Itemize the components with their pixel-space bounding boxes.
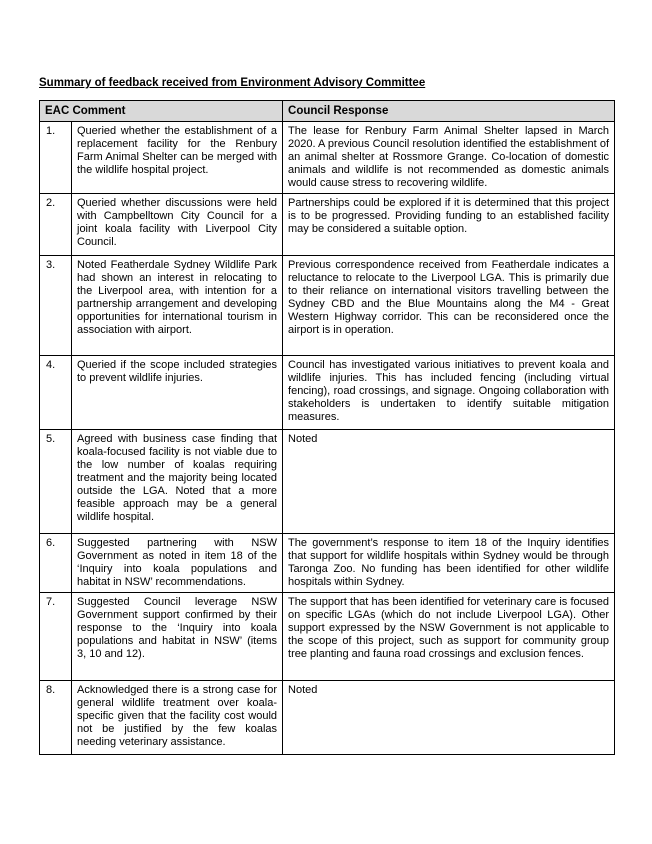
table-header-row xyxy=(40,101,615,122)
eac-comment-cell: Queried if the scope included strategies to prevent wildlife injuries. xyxy=(72,356,283,430)
eac-comment-cell: Suggested partnering with NSW Government as noted in item 18 of the ‘Inquiry into koala populations and habitat in NSW’ recommendations. xyxy=(72,534,283,593)
header-council-response: Council Response xyxy=(283,101,615,122)
row-number: 4. xyxy=(40,356,72,430)
eac-comment-cell: Queried whether discussions were held with Campbelltown City Council for a joint koala facility with Liverpool City Council. xyxy=(72,194,283,256)
council-response-cell: Partnerships could be explored if it is determined that this project is to be progressed. Providing funding to an established facility may be considered a suitable option. xyxy=(283,194,615,256)
table-row xyxy=(40,681,615,755)
table-row xyxy=(40,356,615,430)
row-number: 1. xyxy=(40,122,72,194)
council-response-cell: The lease for Renbury Farm Animal Shelter lapsed in March 2020. A previous Council resolution identified the establishment of an animal shelter at Rossmore Grange. Co-location of domestic animals and wildlife is not recommended as domestic animals would cause stress to recovering wildlife. xyxy=(283,122,615,194)
eac-comment-cell: Acknowledged there is a strong case for general wildlife treatment over koala-specific given that the facility cost would not be justified by the few koalas needing veterinary assistance. xyxy=(72,681,283,755)
row-number: 7. xyxy=(40,593,72,681)
document-title: Summary of feedback received from Environment Advisory Committee xyxy=(39,77,426,89)
eac-comment-cell: Suggested Council leverage NSW Government support confirmed by their response to the ‘Inquiry into koala populations and habitat in NSW’ (items 3, 10 and 12). xyxy=(72,593,283,681)
council-response-cell: The support that has been identified for veterinary care is focused on specific LGAs (which do not include Liverpool LGA). Other support expressed by the NSW Government is not applicable to the scope of this project, such as support for community group tree planting and fauna road crossings and exclusion fences. xyxy=(283,593,615,681)
row-number: 2. xyxy=(40,194,72,256)
row-number: 3. xyxy=(40,256,72,356)
table-row xyxy=(40,256,615,356)
eac-comment-cell: Noted Featherdale Sydney Wildlife Park had shown an interest in relocating to the Liverpool area, with intention for a partnership arrangement and developing opportunities for international tourism in association with airport. xyxy=(72,256,283,356)
table-row xyxy=(40,122,615,194)
eac-comment-cell: Queried whether the establishment of a replacement facility for the Renbury Farm Animal Shelter can be merged with the wildlife hospital project. xyxy=(72,122,283,194)
header-eac-comment: EAC Comment xyxy=(40,101,283,122)
eac-comment-cell: Agreed with business case finding that koala-focused facility is not viable due to the low number of koalas requiring treatment and the majority being located outside the LGA. Noted that a more feasible approach may be a general wildlife hospital. xyxy=(72,430,283,534)
table-row xyxy=(40,534,615,593)
table-row xyxy=(40,194,615,256)
council-response-cell: Noted xyxy=(283,681,615,755)
row-number: 6. xyxy=(40,534,72,593)
feedback-table xyxy=(39,100,615,755)
row-number: 8. xyxy=(40,681,72,755)
council-response-cell: Previous correspondence received from Featherdale indicates a reluctance to relocate to the Liverpool LGA. This is primarily due to their reliance on international visitors travelling between the Sydney CBD and the Blue Mountains along the M4 - Great Western Highway corridor. This can be reconsidered once the airport is in operation. xyxy=(283,256,615,356)
row-number: 5. xyxy=(40,430,72,534)
council-response-cell: Council has investigated various initiatives to prevent koala and wildlife injuries. This has included fencing (including virtual fencing), road crossings, and signage. Ongoing collaboration with stakeholders is undertaken to identify suitable mitigation measures. xyxy=(283,356,615,430)
council-response-cell: The government’s response to item 18 of the Inquiry identifies that support for wildlife hospitals within Sydney would be through Taronga Zoo. No funding has been identified for other wildlife hospitals within Sydney. xyxy=(283,534,615,593)
table-row xyxy=(40,593,615,681)
table-row xyxy=(40,430,615,534)
council-response-cell: Noted xyxy=(283,430,615,534)
